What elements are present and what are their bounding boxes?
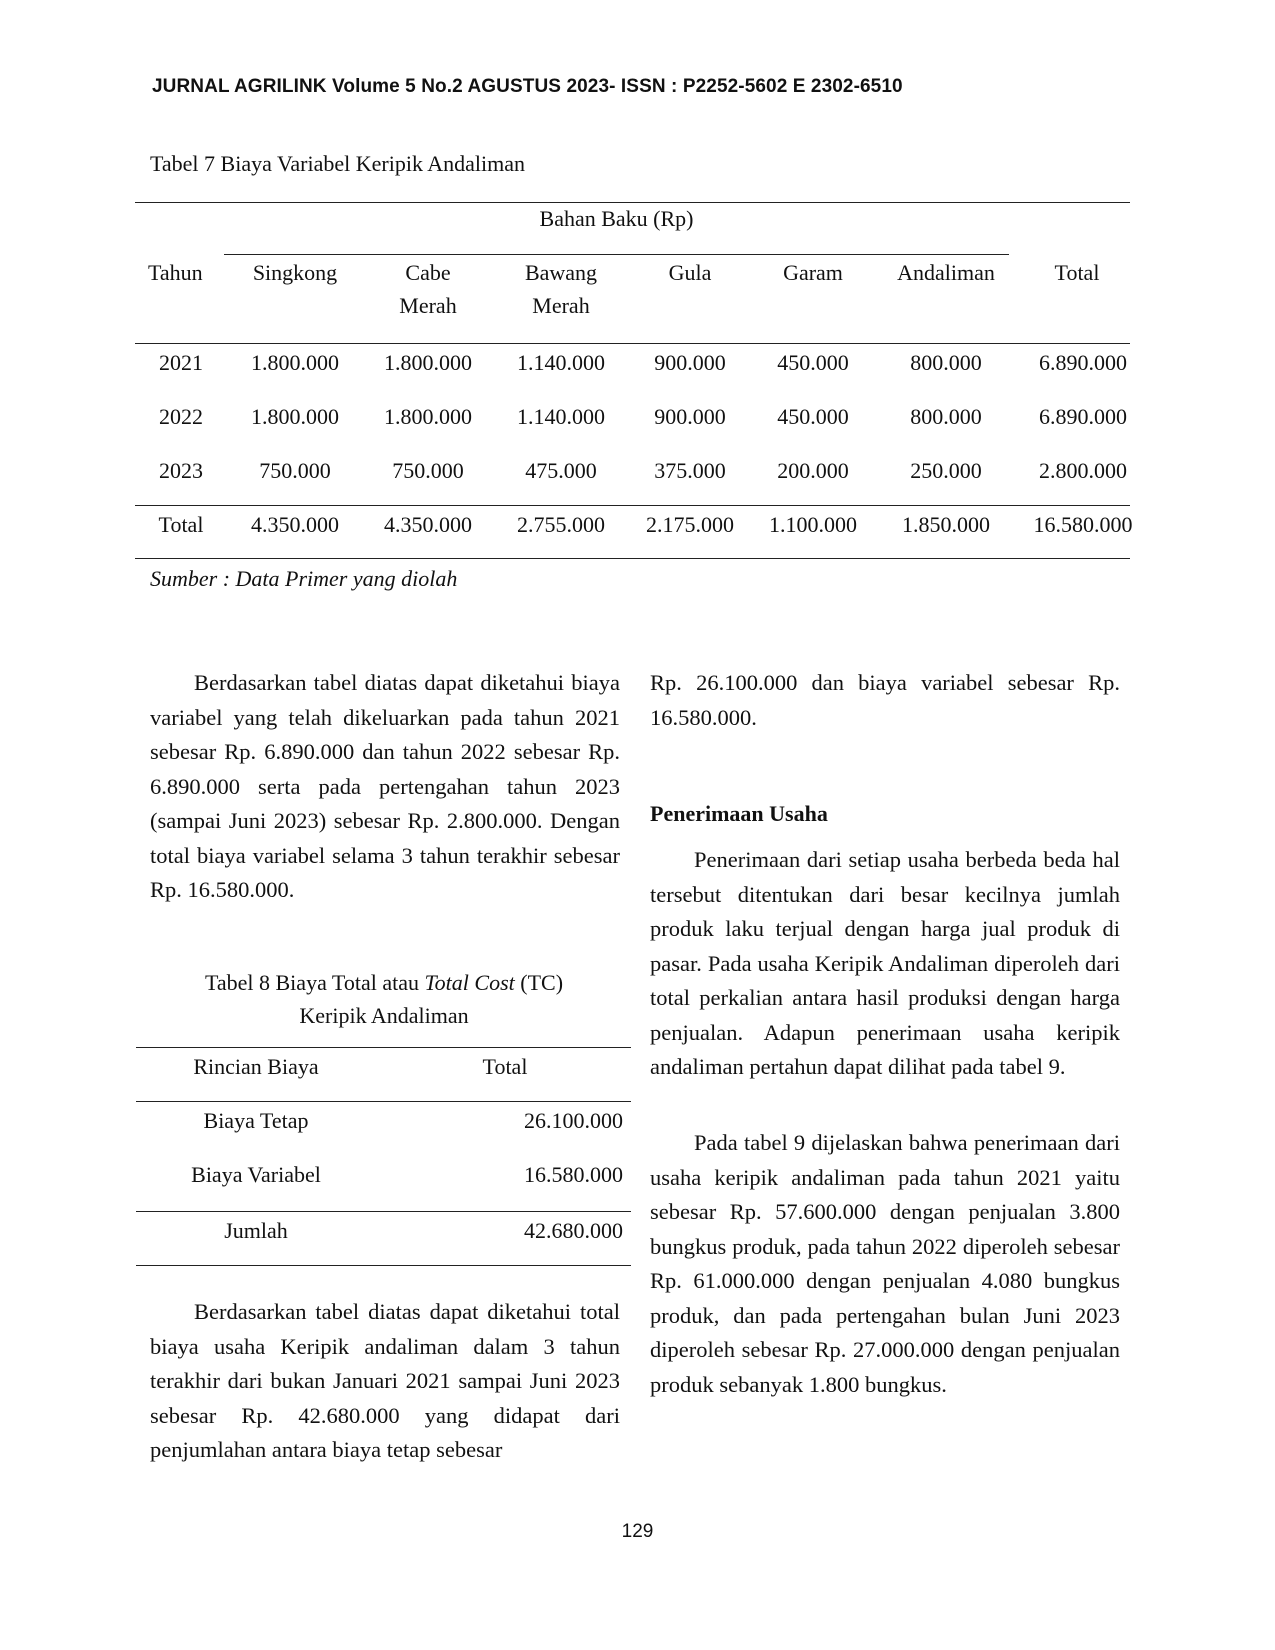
- table7-row-cell: 800.000: [910, 350, 982, 375]
- table8-sum-total: 42.680.000: [524, 1218, 623, 1243]
- left-paragraph-2-text: Berdasarkan tabel diatas dapat diketahui total biaya usaha Keripik andaliman dalam 3 tahun terakhir dari bukan Januari 2021 sampai Juni 2023 sebesar Rp. 42.680.000 yang didapat dari penjumlahan antara biaya tetap sebesar: [150, 1299, 620, 1462]
- table7-total-row-cell: 4.350.000: [384, 512, 472, 537]
- table7-total-row-year: Total: [158, 512, 204, 537]
- table7-col-header-line: Bawang: [524, 260, 598, 285]
- table7-total-row-cell: 2.755.000: [517, 512, 605, 537]
- table7-source: Sumber : Data Primer yang diolah: [150, 566, 458, 591]
- table8-row-total: 16.580.000: [524, 1162, 623, 1187]
- table7-row-cell: 1.140.000: [517, 404, 605, 429]
- table7-col-header-line: Merah: [532, 293, 590, 318]
- table8-caption-italic: Total Cost: [424, 970, 515, 995]
- left-paragraph-2: [150, 1295, 620, 1468]
- table7-col-header: [230, 256, 360, 289]
- section-heading: Penerimaan Usaha: [650, 801, 828, 826]
- page-number: 129: [621, 1521, 654, 1542]
- table7-row-cell: 900.000: [654, 404, 726, 429]
- table7-row-cell: 800.000: [910, 404, 982, 429]
- table7-col-header: [881, 256, 1011, 289]
- table7-row-cell: 750.000: [392, 458, 464, 483]
- table7-col-header-line: Singkong: [252, 260, 338, 285]
- right-paragraph-4: [650, 1126, 1120, 1402]
- table7-row-cell: 450.000: [777, 350, 849, 375]
- table7-bottom-rule: [135, 558, 1130, 559]
- table7-row-cell: 900.000: [654, 350, 726, 375]
- table7-col-header: [748, 256, 878, 289]
- table8-top-rule: [136, 1047, 631, 1048]
- right-paragraph-3: [650, 843, 1120, 1085]
- table7-col-header-line: Garam: [783, 260, 843, 285]
- table7-row-cell: 375.000: [654, 458, 726, 483]
- table8-bottom-rule: [136, 1265, 631, 1266]
- table8-header-total: Total: [482, 1054, 528, 1079]
- table7-total-row-cell: 1.100.000: [769, 512, 857, 537]
- table7-col-header-line: Gula: [668, 260, 712, 285]
- table7-row-cell: 450.000: [777, 404, 849, 429]
- table7-total-row-cell: 4.350.000: [251, 512, 339, 537]
- table7-row-cell: 1.140.000: [517, 350, 605, 375]
- table7-row-cell: 250.000: [910, 458, 982, 483]
- table7-row-year: 2022: [159, 404, 203, 429]
- table8-sum-rule: [136, 1211, 631, 1212]
- table7-total-row-total: 16.580.000: [1033, 512, 1133, 537]
- table8-caption: [130, 966, 638, 1032]
- table7-col-header: [496, 256, 626, 322]
- table7-row-total: 2.800.000: [1039, 458, 1127, 483]
- table7-col-header: [363, 256, 493, 322]
- table7-row-cell: 750.000: [259, 458, 331, 483]
- table7-total-row-cell: 1.850.000: [902, 512, 990, 537]
- table7-col-header-line: Cabe: [405, 260, 451, 285]
- table8-row-item: Biaya Tetap: [203, 1108, 309, 1133]
- table7-caption: Tabel 7 Biaya Variabel Keripik Andaliman: [150, 151, 525, 176]
- table7-col-header-line: Andaliman: [897, 260, 995, 285]
- table7-row-cell: 200.000: [777, 458, 849, 483]
- table7-group-header: Bahan Baku (Rp): [539, 206, 694, 231]
- table7-total-header: Total: [1054, 260, 1100, 285]
- right-paragraph-3-text: Penerimaan dari setiap usaha berbeda beda hal tersebut ditentukan dari besar kecilnya jumlah produk laku terjual dengan harga jual produk di pasar. Pada usaha Keripik Andaliman diperoleh dari total perkalian antara hasil produksi dengan harga penjualan. Adapun penerimaan usaha keripik andaliman pertahun dapat dilihat pada tabel 9.: [650, 847, 1120, 1079]
- table8-row-total: 26.100.000: [524, 1108, 623, 1133]
- right-paragraph-continued: [650, 666, 1120, 735]
- table8-sum-item: Jumlah: [224, 1218, 288, 1243]
- table7-row-total: 6.890.000: [1039, 350, 1127, 375]
- table7-row-cell: 475.000: [525, 458, 597, 483]
- table7-group-rule: [224, 254, 1009, 255]
- table7-row-year: 2021: [159, 350, 203, 375]
- table7-row-cell: 1.800.000: [384, 404, 472, 429]
- table8-row-item: Biaya Variabel: [191, 1162, 321, 1187]
- table7-header-rule: [135, 343, 1130, 344]
- table7-row-cell: 1.800.000: [251, 350, 339, 375]
- table7-total-rule: [135, 505, 1130, 506]
- table7-row-year: 2023: [159, 458, 203, 483]
- table7-row-cell: 1.800.000: [384, 350, 472, 375]
- table8-caption-line2: Keripik Andaliman: [299, 1003, 469, 1028]
- table7-col-header-line: Merah: [399, 293, 457, 318]
- table8-header-rule: [136, 1101, 631, 1102]
- left-paragraph-1: [150, 666, 620, 908]
- table7-year-header: Tahun: [148, 260, 203, 285]
- table8-caption-prefix: Tabel 8 Biaya Total atau: [204, 970, 425, 995]
- table8-header-item: Rincian Biaya: [193, 1054, 319, 1079]
- table7-row-cell: 1.800.000: [251, 404, 339, 429]
- right-paragraph-4-text: Pada tabel 9 dijelaskan bahwa penerimaan dari usaha keripik andaliman pada tahun 2021 yaitu sebesar Rp. 57.600.000 dengan penjualan 3.800 bungkus produk, pada tahun 2022 diperoleh sebesar Rp. 61.000.000 dengan penjualan 4.080 bungkus produk, dan pada pertengahan bulan Juni 2023 diperoleh sebesar Rp. 27.000.000 dengan penjualan produk sebanyak 1.800 bungkus.: [650, 1130, 1120, 1397]
- table8-caption-suffix: (TC): [514, 970, 564, 995]
- journal-header: JURNAL AGRILINK Volume 5 No.2 AGUSTUS 2023- ISSN : P2252-5602 E 2302-6510: [152, 76, 903, 97]
- table7-col-header: [625, 256, 755, 289]
- table7-row-total: 6.890.000: [1039, 404, 1127, 429]
- right-paragraph-continued-text: Rp. 26.100.000 dan biaya variabel sebesar Rp. 16.580.000.: [650, 670, 1120, 730]
- left-paragraph-1-text: Berdasarkan tabel diatas dapat diketahui biaya variabel yang telah dikeluarkan pada tahun 2021 sebesar Rp. 6.890.000 dan tahun 2022 sebesar Rp. 6.890.000 serta pada pertengahan tahun 2023 (sampai Juni 2023) sebesar Rp. 2.800.000. Dengan total biaya variabel selama 3 tahun terakhir sebesar Rp. 16.580.000.: [150, 670, 620, 902]
- table7-total-row-cell: 2.175.000: [646, 512, 734, 537]
